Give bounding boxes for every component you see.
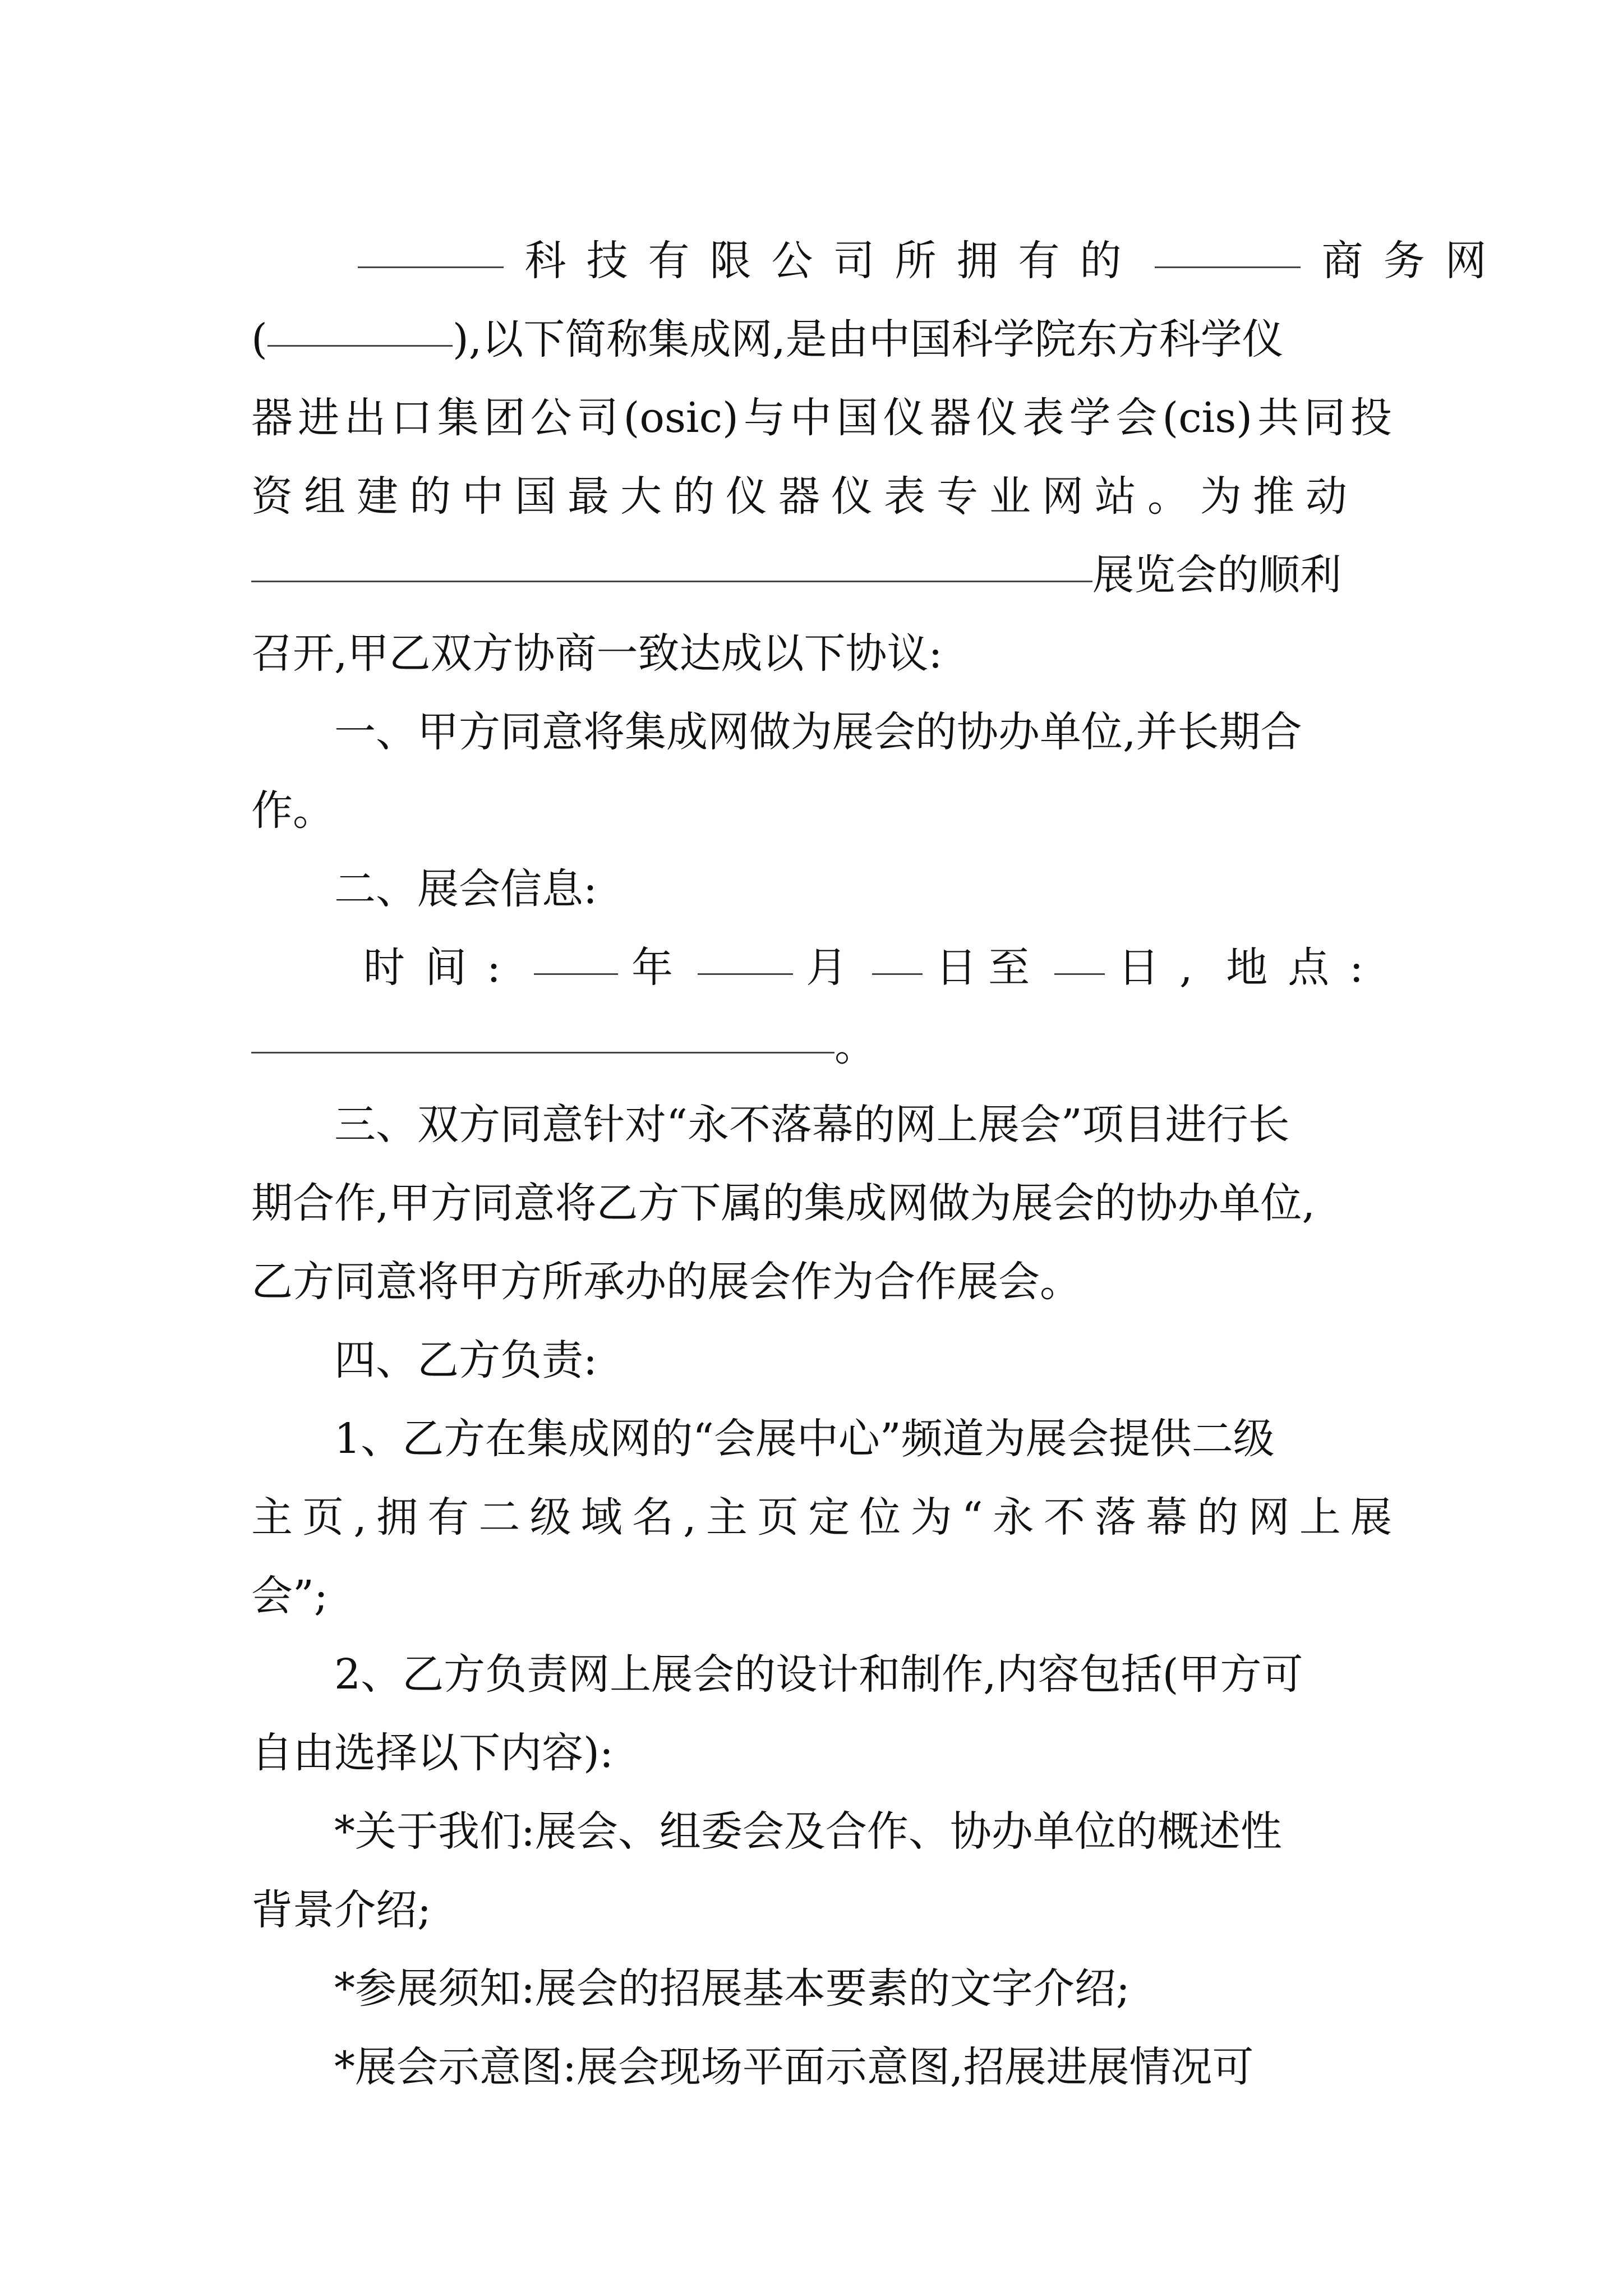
clause-3-line-2: 期合作,甲方同意将乙方下属的集成网做为展会的协办单位,: [251, 1179, 1316, 1227]
clause-1-line-1: 一、甲方同意将集成网做为展会的协办单位,并长期合: [334, 708, 1302, 756]
intro-paren-open: (: [251, 315, 268, 364]
contract-page: [251, 222, 1507, 2106]
clause-3-line-3: 乙方同意将甲方所承办的展会作为合作展会。: [251, 1258, 1081, 1306]
month-blank[interactable]: [698, 928, 793, 975]
exhibition-name-blank[interactable]: [251, 536, 1092, 582]
place-period: 。: [834, 1022, 876, 1070]
end-day-blank[interactable]: [1054, 928, 1105, 975]
exhibition-time-line: [251, 928, 1392, 1007]
bullet-about-line-1: *关于我们:展会、组委会及合作、协办单位的概述性: [334, 1807, 1282, 1856]
day-comma-label: 日,: [1118, 944, 1213, 992]
item-1-line-2: 主页,拥有二级域名,主页定位为“永不落幕的网上展: [251, 1493, 1392, 1542]
intro-text-2: ),以下简称集成网,是由中国科学院东方科学仪: [452, 315, 1284, 364]
exhibition-place-line: [251, 1007, 1392, 1085]
intro-line-6: 召开,甲乙双方协商一致达成以下协议:: [251, 629, 943, 678]
time-label: 时间:: [363, 944, 521, 992]
intro-text-5: 展览会的顺利: [1092, 551, 1341, 599]
intro-text-1a: 科技有限公司所拥有的: [524, 237, 1142, 285]
item-2-line-1: 2、乙方负责网上展会的设计和制作,内容包括(甲方可: [334, 1650, 1303, 1699]
place-label: 地点:: [1226, 944, 1384, 992]
item-1-line-1: 1、乙方在集成网的“会展中心”频道为展会提供二级: [334, 1415, 1275, 1463]
year-label: 年: [631, 944, 684, 992]
intro-line-4: 资组建的中国最大的仪器仪表专业网站。为推动: [251, 472, 1358, 521]
intro-line-2: [251, 300, 1392, 379]
site-name-blank[interactable]: [1155, 222, 1301, 268]
intro-line-5: [251, 536, 1392, 614]
day-to-label: 日至: [935, 944, 1041, 992]
bullet-floorplan: *展会示意图:展会现场平面示意图,招展进展情况可: [334, 2043, 1254, 2091]
month-label: 月: [806, 944, 859, 992]
url-blank[interactable]: [268, 300, 453, 347]
clause-1-line-2: 作。: [251, 786, 334, 835]
company-name-blank[interactable]: [358, 222, 504, 268]
item-1-line-3: 会”;: [251, 1572, 328, 1620]
intro-line-3: 器进出口集团公司(osic)与中国仪器仪表学会(cis)共同投: [251, 394, 1392, 442]
place-blank[interactable]: [251, 1007, 834, 1053]
clause-2-title: 二、展会信息:: [334, 865, 597, 913]
item-2-line-2: 自由选择以下内容):: [251, 1729, 614, 1777]
bullet-about-line-2: 背景介绍;: [251, 1886, 431, 1934]
bullet-notice: *参展须知:展会的招展基本要素的文字介绍;: [334, 1964, 1130, 2013]
clause-3-line-1: 三、双方同意针对“永不落幕的网上展会”项目进行长: [334, 1101, 1290, 1149]
clause-4-title: 四、乙方负责:: [334, 1336, 597, 1384]
intro-text-1b: 商务网: [1321, 237, 1507, 285]
intro-line-1: [251, 222, 1507, 300]
year-blank[interactable]: [534, 928, 618, 975]
start-day-blank[interactable]: [872, 928, 923, 975]
